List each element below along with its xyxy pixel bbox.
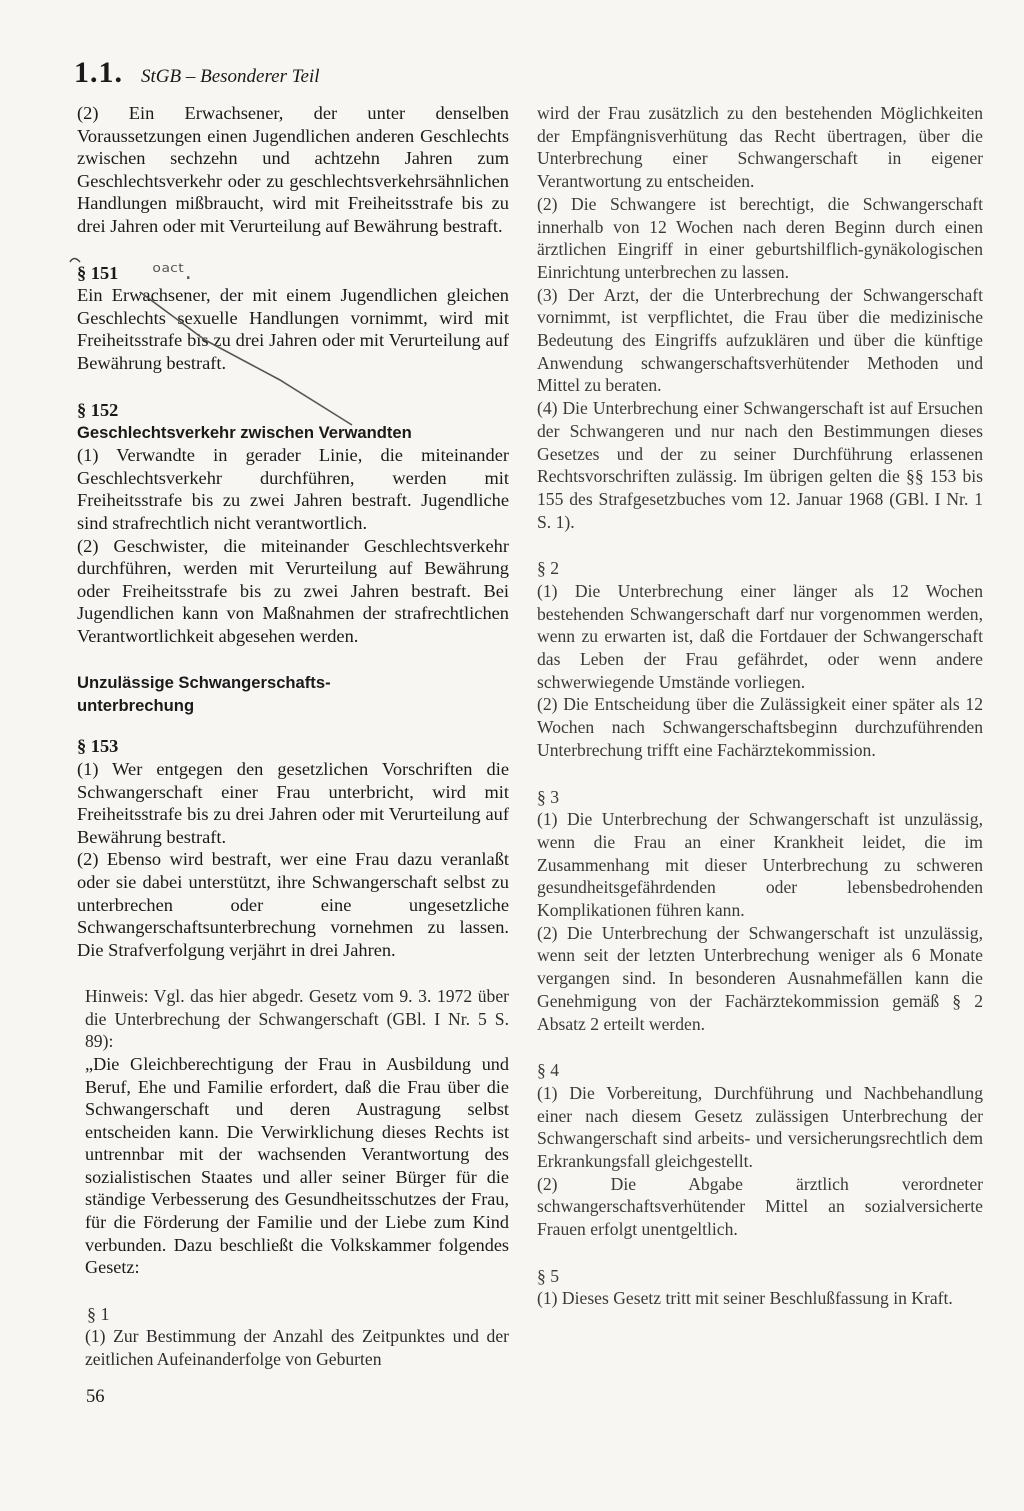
section-152-title: Geschlechtsverkehr zwischen Verwandten <box>77 423 412 443</box>
paragraph-152-1: (1) Verwandte in gerader Linie, die miteinander Geschlechtsverkehr durchführen, werden mit Freiheitsstrafe bis zu zwei Jahren bestraft. Jugendliche sind strafrechtlich nicht verantwortlich. <box>77 445 509 533</box>
paragraph-153-1: (1) Wer entgegen den gesetzlichen Vorschriften die Schwangerschaft einer Frau unterbricht, wird mit Freiheitsstrafe bis zu drei Jahren oder mit Verurteilung auf Bewährung bestraft. <box>77 759 509 847</box>
left-column <box>77 102 509 1370</box>
law-section-4-paragraph-1: (1) Die Vorbereitung, Durchführung und Nachbehandlung einer nach diesem Gesetz zulässigen Unterbrechung der Schwangerschaft sind arbeits- und versicherungsrechtlich dem Erkrankungsfall gleichgestellt. <box>537 1082 983 1171</box>
law-section-1-paragraph-2: (2) Die Schwangere ist berechtigt, die Schwangerschaft innerhalb von 12 Wochen nach deren Beginn durch einen ärztlichen Eingriff in einer geburtshilflich-gynäkologischen Einrichtung unterbrechen zu lassen. <box>537 193 983 282</box>
note-hinweis: Hinweis: Vgl. das hier abgedr. Gesetz vom 9. 3. 1972 über die Unterbrechung der Schwangerschaft (GBl. I Nr. 5 S. 89): <box>85 986 509 1052</box>
law-section-4-heading: § 4 <box>537 1060 559 1081</box>
page-header <box>74 56 320 90</box>
chapter-number: 1.1. <box>74 56 123 89</box>
page-number: 56 <box>86 1386 105 1407</box>
law-section-1-paragraph-1: (1) Zur Bestimmung der Anzahl des Zeitpunktes und der zeitlichen Aufeinanderfolge von Geburten <box>85 1326 509 1369</box>
law-section-1-paragraph-3: (3) Der Arzt, der die Unterbrechung der Schwangerschaft vornimmt, ist verpflichtet, die Frau über die medizinische Bedeutung des Eingriffs aufzuklären und über die künftige Anwendung schwangerschaftsverhütender Methoden und Mittel zu beraten. <box>537 284 983 396</box>
section-152-heading: § 152 <box>77 399 119 420</box>
running-title: StGB – Besonderer Teil <box>141 66 320 87</box>
paragraph-153-2: (2) Ebenso wird bestraft, wer eine Frau dazu veranlaßt oder sie dabei unterstützt, ihre Schwangerschaft selbst zu unterbrechen oder eine ungesetzliche Schwangerschaftsunterbrechung vornehmen zu lassen. Die Strafverfolgung verjährt in drei Jahren. <box>77 849 509 960</box>
handwritten-note: ᵒᵃᶜᵗ. <box>152 259 192 285</box>
law-section-2-paragraph-2: (2) Die Entscheidung über die Zulässigkeit einer später als 12 Wochen nach Schwangerschaftsbeginn durchzuführenden Unterbrechung trifft eine Fachärztekommission. <box>537 694 983 760</box>
law-section-1-continuation: wird der Frau zusätzlich zu den bestehenden Möglichkeiten der Empfängnisverhütung das Recht übertragen, über die Unterbrechung einer Schwangerschaft in eigener Verantwortung zu entscheiden. <box>537 103 983 192</box>
section-153-title-line2: unterbrechung <box>77 696 195 716</box>
law-section-3-paragraph-2: (2) Die Unterbrechung der Schwangerschaft ist unzulässig, wenn seit der letzten Unterbrechung weniger als 6 Monate vergangen sind. In besonderen Ausnahmefällen kann die Genehmigung von der Fachärztekommission gemäß § 2 Absatz 2 erteilt werden. <box>537 922 983 1034</box>
section-153-heading: § 153 <box>77 736 119 757</box>
paragraph-151: Ein Erwachsener, der mit einem Jugendlichen gleichen Geschlechts sexuelle Handlungen vornimmt, wird mit Freiheitsstrafe bis zu drei Jahren oder mit Verurteilung auf Bewährung bestraft. <box>77 285 509 373</box>
law-section-3-paragraph-1: (1) Die Unterbrechung der Schwangerschaft ist unzulässig, wenn die Frau an einer Krankheit leidet, die im Zusammenhang mit dieser Unterbrechung zu schweren gesundheitsgefährdenden oder lebensbedrohenden Komplikationen führen kann. <box>537 809 983 920</box>
paragraph-152-2: (2) Geschwister, die miteinander Geschlechtsverkehr durchführen, werden mit Verurteilung auf Bewährung oder Freiheitsstrafe bis zu zwei Jahren bestraft. Bei Jugendlichen kann von Maßnahmen der strafrechtlichen Verantwortlichkeit abgesehen werden. <box>77 535 509 646</box>
right-column <box>537 102 983 1310</box>
section-153-title-line1: Unzulässige Schwangerschafts- <box>77 673 331 693</box>
law-section-2-paragraph-1: (1) Die Unterbrechung einer länger als 12 Wochen bestehenden Schwangerschaft darf nur vorgenommen werden, wenn zu erwarten ist, daß die Fortdauer der Schwangerschaft das Leben der Frau gefährdet, oder wenn andere schwerwiegende Umstände vorliegen. <box>537 580 983 692</box>
law-section-4-paragraph-2: (2) Die Abgabe ärztlich verordneter schwangerschaftsverhütender Mittel an sozialversicherte Frauen erfolgt unentgeltlich. <box>537 1173 983 1240</box>
section-151-heading: § 151 ᵒᵃᶜᵗ. <box>77 259 192 285</box>
law-section-2-heading: § 2 <box>537 558 559 579</box>
note-quote: „Die Gleichberechtigung der Frau in Ausbildung und Beruf, Ehe und Familie erfordert, daß die Frau über die Schwangerschaft und deren Austragung selbst entscheiden kann. Die Verwirklichung dieses Rechts ist untrennbar mit der wachsenden Verantwortung des sozialistischen Staates und aller seiner Bürger für die ständige Verbesserung des Gesundheitsschutzes der Frau, für die Förderung der Familie und der Liebe zum Kind verbunden. Dazu beschließt die Volkskammer folgendes Gesetz: <box>85 1053 509 1278</box>
law-section-3-heading: § 3 <box>537 786 559 807</box>
paragraph-150-2: (2) Ein Erwachsener, der unter denselben Voraussetzungen einen Jugendlichen anderen Geschlechts zwischen sechzehn und achtzehn Jahren zum Geschlechtsverkehr oder zu geschlechtsverkehrsähnlichen Handlungen mißbraucht, wird mit Freiheitsstrafe bis zu drei Jahren oder mit Verurteilung auf Bewährung bestraft. <box>77 103 509 236</box>
law-section-5-paragraph-1: (1) Dieses Gesetz tritt mit seiner Beschlußfassung in Kraft. <box>537 1288 953 1309</box>
law-section-1-heading: § 1 <box>87 1303 110 1324</box>
law-section-1-paragraph-4: (4) Die Unterbrechung einer Schwangerschaft ist auf Ersuchen der Schwangeren und nur nach den Bestimmungen dieses Gesetzes und der zu seiner Durchführung erlassenen Rechtsvorschriften zulässig. Im übrigen gelten die §§ 153 bis 155 des Strafgesetzbuches vom 12. Januar 1968 (GBl. I Nr. 1 S. 1). <box>537 398 983 532</box>
law-section-5-heading: § 5 <box>537 1265 559 1286</box>
